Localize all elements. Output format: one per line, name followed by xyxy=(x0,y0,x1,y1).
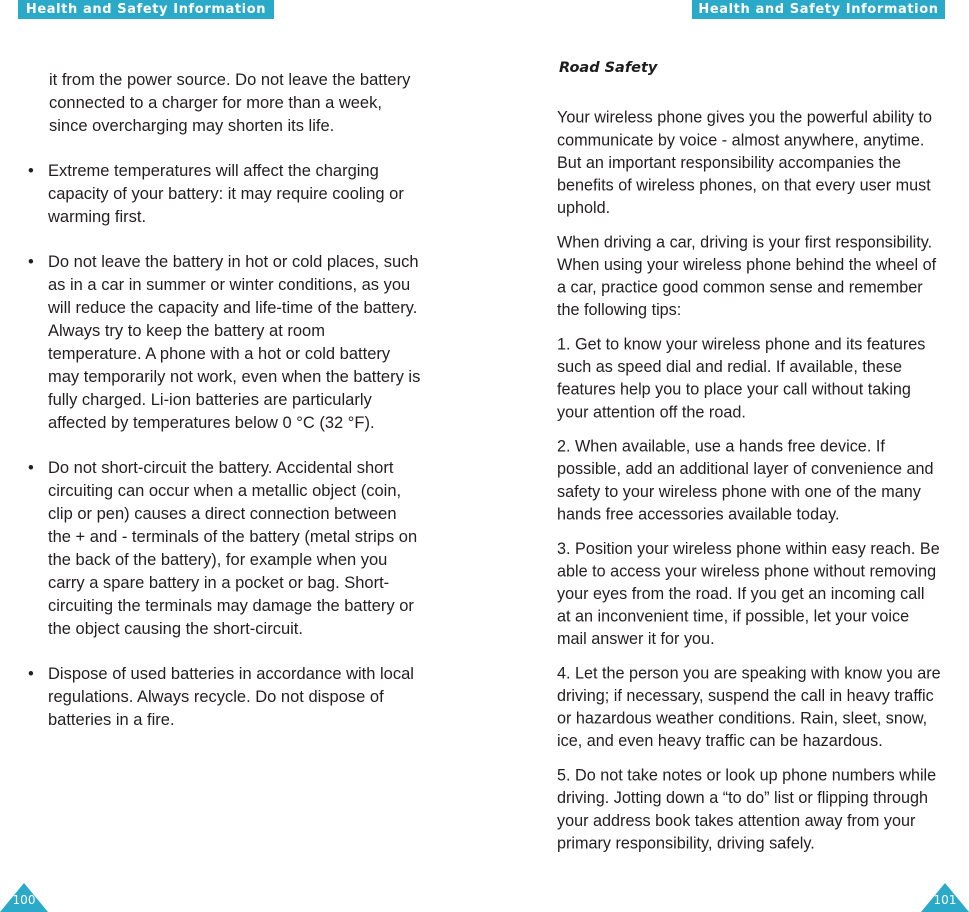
left-page-content xyxy=(28,69,423,732)
bullet-dot-icon: • xyxy=(28,253,34,271)
bullet-dot-icon: • xyxy=(28,665,34,683)
bullet-item xyxy=(28,251,423,435)
page-number: 100 xyxy=(12,893,36,907)
paragraph: Your wireless phone gives you the powerful ability to communicate by voice - almost anywhere, anytime. But an important responsibility accompanies the benefits of wireless phones, on that every user must uphold. xyxy=(557,108,932,217)
paragraph: When driving a car, driving is your first responsibility. When using your wireless phone behind the wheel of a car, practice good common sense and remember the following tips: xyxy=(557,233,937,320)
header-tab-right: Health and Safety Information xyxy=(692,0,945,19)
section-title: Road Safety xyxy=(559,60,658,76)
tip-paragraph: 5. Do not take notes or look up phone numbers while driving. Jotting down a “to do” list or flipping through your address book takes attention away from your primary responsibility, driving safely. xyxy=(557,766,937,853)
page-number: 101 xyxy=(933,893,957,907)
bullet-item xyxy=(28,160,423,229)
bullet-text: Dispose of used batteries in accordance with local regulations. Always recycle. Do not dispose of batteries in a fire. xyxy=(48,665,414,729)
bullet-text: Do not leave the battery in hot or cold places, such as in a car in summer or winter conditions, as you will reduce the capacity and life-time of the battery. Always try to keep the battery at room temperature. A phone with a hot or cold battery may temporarily not work, even when the battery is fully charged. Li-ion batteries are particularly affected by temperatures below 0 °C (32 °F). xyxy=(48,253,421,432)
tip-paragraph: 4. Let the person you are speaking with know you are driving; if necessary, suspend the call in heavy traffic or hazardous weather conditions. Rain, sleet, snow, ice, and even heavy traffic can be hazardous. xyxy=(557,664,941,751)
page-number-badge-right xyxy=(921,883,969,912)
bullet-dot-icon: • xyxy=(28,162,34,180)
right-page-content xyxy=(557,107,942,867)
page-number-badge-left xyxy=(0,883,48,912)
bullet-item xyxy=(28,457,423,641)
bullet-text: Do not short-circuit the battery. Accidental short circuiting can occur when a metallic object (coin, clip or pen) causes a direct connection between the + and - terminals of the battery (metal strips on the back of the battery), for example when you carry a spare battery in a pocket or bag. Short-circuiting the terminals may damage the battery or the object causing the short-circuit. xyxy=(48,459,418,638)
tip-paragraph: 1. Get to know your wireless phone and its features such as speed dial and redial. If available, these features help you to place your call without taking your attention off the road. xyxy=(557,335,926,422)
bullet-text: Extreme temperatures will affect the charging capacity of your battery: it may require cooling or warming first. xyxy=(48,162,404,226)
bullet-item xyxy=(28,663,423,732)
bullet-dot-icon: • xyxy=(28,459,34,477)
continuation-paragraph: it from the power source. Do not leave the battery connected to a charger for more than a week, since overcharging may shorten its life. xyxy=(49,71,411,135)
tip-paragraph: 2. When available, use a hands free device. If possible, add an additional layer of convenience and safety to your wireless phone with one of the many hands free accessories available today. xyxy=(557,437,934,524)
tip-paragraph: 3. Position your wireless phone within easy reach. Be able to access your wireless phone without removing your eyes from the road. If you get an incoming call at an inconvenient time, if possible, let your voice mail answer it for you. xyxy=(557,540,940,649)
header-tab-left: Health and Safety Information xyxy=(18,0,274,19)
